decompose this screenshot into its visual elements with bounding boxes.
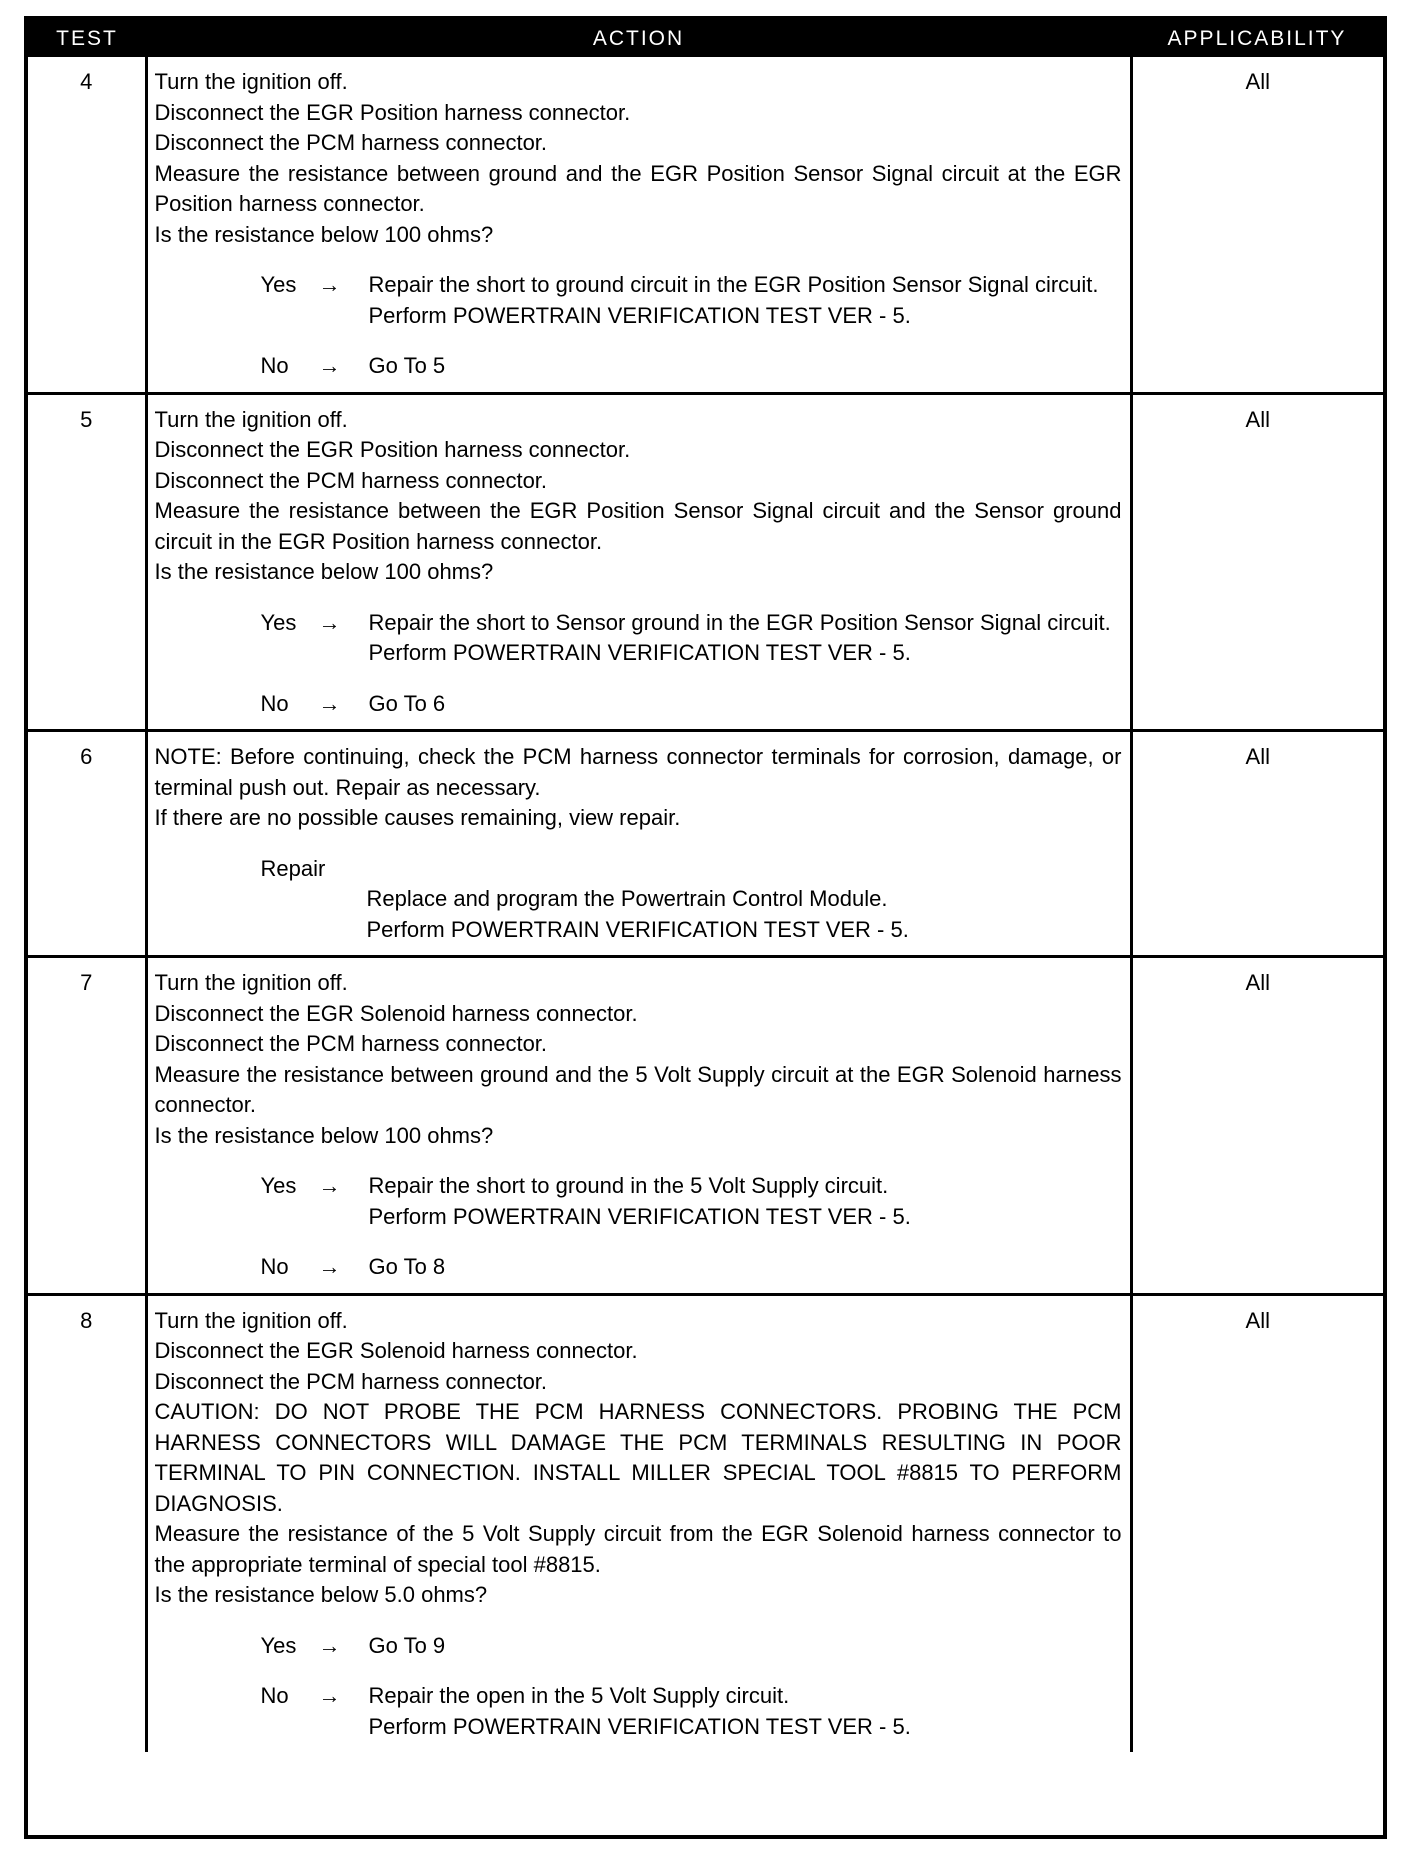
action-step: Disconnect the PCM harness connector.	[154, 467, 548, 493]
no-label: No	[260, 1254, 289, 1279]
action-steps	[154, 1306, 1128, 1611]
action-steps	[154, 405, 1128, 588]
action-cell	[146, 957, 1131, 1295]
no-label: No	[260, 353, 289, 378]
action-step: Turn the ignition off.	[154, 406, 348, 432]
outcome-line: Repair the short to ground circuit in the EGR Position Sensor Signal circuit.	[368, 272, 1099, 297]
yes-branch	[261, 608, 1122, 669]
no-label: No	[260, 1683, 289, 1708]
test-number: 5	[28, 393, 146, 731]
table-row	[28, 1294, 1383, 1752]
yes-branch	[261, 270, 1122, 331]
outcome-line: Perform POWERTRAIN VERIFICATION TEST VER - 5.	[368, 302, 911, 328]
action-cell	[146, 393, 1131, 731]
table-row	[28, 731, 1383, 957]
action-step: Turn the ignition off.	[154, 1307, 348, 1333]
outcome-line: Repair the open in the 5 Volt Supply circuit.	[368, 1683, 790, 1708]
repair-instructions	[367, 884, 1122, 945]
no-branch	[261, 1681, 1122, 1742]
applicability-value: All	[1131, 731, 1383, 957]
outcome-line: Repair the short to ground in the 5 Volt Supply circuit.	[368, 1173, 889, 1198]
repair-label: Repair	[260, 855, 326, 881]
right-arrow-icon: →	[318, 609, 341, 635]
test-number: 7	[28, 957, 146, 1295]
outcome-line: Go To 9	[368, 1632, 446, 1658]
test-number: 6	[28, 731, 146, 957]
action-step: If there are no possible causes remaining, view repair.	[154, 805, 681, 830]
yes-outcome	[369, 608, 1122, 669]
repair-line: Replace and program the Powertrain Control Module.	[366, 886, 888, 911]
action-step: Measure the resistance of the 5 Volt Supply circuit from the EGR Solenoid harness connector to the appropriate terminal of special tool #8815.	[154, 1521, 1128, 1577]
applicability-value: All	[1131, 957, 1383, 1295]
action-step: Disconnect the PCM harness connector.	[154, 130, 548, 155]
no-outcome	[369, 351, 1122, 382]
no-outcome	[369, 1252, 1122, 1283]
action-steps	[154, 742, 1128, 834]
action-cell	[146, 731, 1131, 957]
action-steps	[154, 968, 1128, 1151]
action-step: Disconnect the EGR Solenoid harness connector.	[154, 1338, 638, 1363]
action-cell	[146, 1294, 1131, 1752]
outcome-line: Perform POWERTRAIN VERIFICATION TEST VER - 5.	[368, 1713, 911, 1739]
action-step: Measure the resistance between ground and the 5 Volt Supply circuit at the EGR Solenoid harness connector.	[154, 1061, 1128, 1117]
outcome-line: Go To 5	[368, 353, 446, 378]
action-step: Disconnect the EGR Solenoid harness connector.	[154, 1000, 638, 1026]
action-step: Disconnect the EGR Position harness connector.	[154, 99, 631, 125]
right-arrow-icon: →	[318, 353, 341, 378]
header-action: ACTION	[146, 20, 1131, 57]
action-step: Disconnect the EGR Position harness connector.	[154, 437, 631, 462]
outcome-line: Perform POWERTRAIN VERIFICATION TEST VER - 5.	[368, 640, 911, 665]
yes-label: Yes	[260, 272, 297, 297]
diagnostic-table-sheet	[24, 16, 1387, 1839]
applicability-value: All	[1131, 57, 1383, 393]
no-label: No	[260, 690, 289, 716]
diagnostic-table	[28, 20, 1383, 1752]
right-arrow-icon: →	[318, 690, 341, 716]
header-applicability: APPLICABILITY	[1131, 20, 1383, 57]
action-step: Measure the resistance between ground and the EGR Position Sensor Signal circuit at the EGR Position harness connector.	[154, 160, 1128, 216]
table-header-row	[28, 20, 1383, 57]
yes-outcome	[369, 1631, 1122, 1662]
no-branch	[261, 689, 1122, 720]
test-number: 8	[28, 1294, 146, 1752]
yes-label: Yes	[260, 1173, 297, 1198]
action-step: Disconnect the PCM harness connector.	[154, 1368, 548, 1394]
action-step: Disconnect the PCM harness connector.	[154, 1031, 548, 1056]
yes-label: Yes	[260, 1632, 297, 1658]
header-test: TEST	[28, 20, 146, 57]
yes-branch	[261, 1631, 1122, 1662]
applicability-value: All	[1131, 1294, 1383, 1752]
action-step: Measure the resistance between the EGR Position Sensor Signal circuit and the Sensor ground circuit in the EGR Position harness connector.	[154, 498, 1128, 554]
applicability-value: All	[1131, 393, 1383, 731]
table-row	[28, 393, 1383, 731]
action-step: Is the resistance below 5.0 ohms?	[154, 1582, 488, 1607]
action-step: Is the resistance below 100 ohms?	[154, 221, 494, 247]
outcome-line: Go To 6	[368, 690, 446, 716]
no-outcome	[369, 1681, 1122, 1742]
no-outcome	[369, 689, 1122, 720]
action-step: Is the resistance below 100 ohms?	[154, 559, 494, 584]
outcome-line: Repair the short to Sensor ground in the EGR Position Sensor Signal circuit.	[368, 609, 1111, 635]
table-row	[28, 957, 1383, 1295]
yes-outcome	[369, 270, 1122, 331]
right-arrow-icon: →	[318, 1173, 341, 1198]
right-arrow-icon: →	[318, 1683, 341, 1708]
test-number: 4	[28, 57, 146, 393]
right-arrow-icon: →	[318, 272, 341, 297]
repair-line: Perform POWERTRAIN VERIFICATION TEST VER - 5.	[366, 916, 909, 942]
action-step: Turn the ignition off.	[154, 970, 348, 995]
action-cell	[146, 57, 1131, 393]
action-step: CAUTION: DO NOT PROBE THE PCM HARNESS CONNECTORS. PROBING THE PCM HARNESS CONNECTORS WILL DAMAGE THE PCM TERMINALS RESULTING IN POOR TERMINAL TO PIN CONNECTION. INSTALL MILLER SPECIAL TOOL #8815 TO PERFORM DIAGNOSIS.	[154, 1399, 1128, 1516]
right-arrow-icon: →	[318, 1632, 341, 1658]
no-branch	[261, 1252, 1122, 1283]
outcome-line: Perform POWERTRAIN VERIFICATION TEST VER - 5.	[368, 1203, 911, 1229]
action-step: Is the resistance below 100 ohms?	[154, 1122, 494, 1148]
action-step: NOTE: Before continuing, check the PCM harness connector terminals for corrosion, damage, or terminal push out. Repair as necessary.	[154, 744, 1128, 800]
yes-branch	[261, 1171, 1122, 1232]
yes-outcome	[369, 1171, 1122, 1232]
yes-label: Yes	[260, 609, 297, 635]
right-arrow-icon: →	[318, 1254, 341, 1279]
table-row	[28, 57, 1383, 393]
action-steps	[154, 67, 1128, 250]
action-step: Turn the ignition off.	[154, 69, 348, 94]
no-branch	[261, 351, 1122, 382]
outcome-line: Go To 8	[368, 1254, 446, 1279]
